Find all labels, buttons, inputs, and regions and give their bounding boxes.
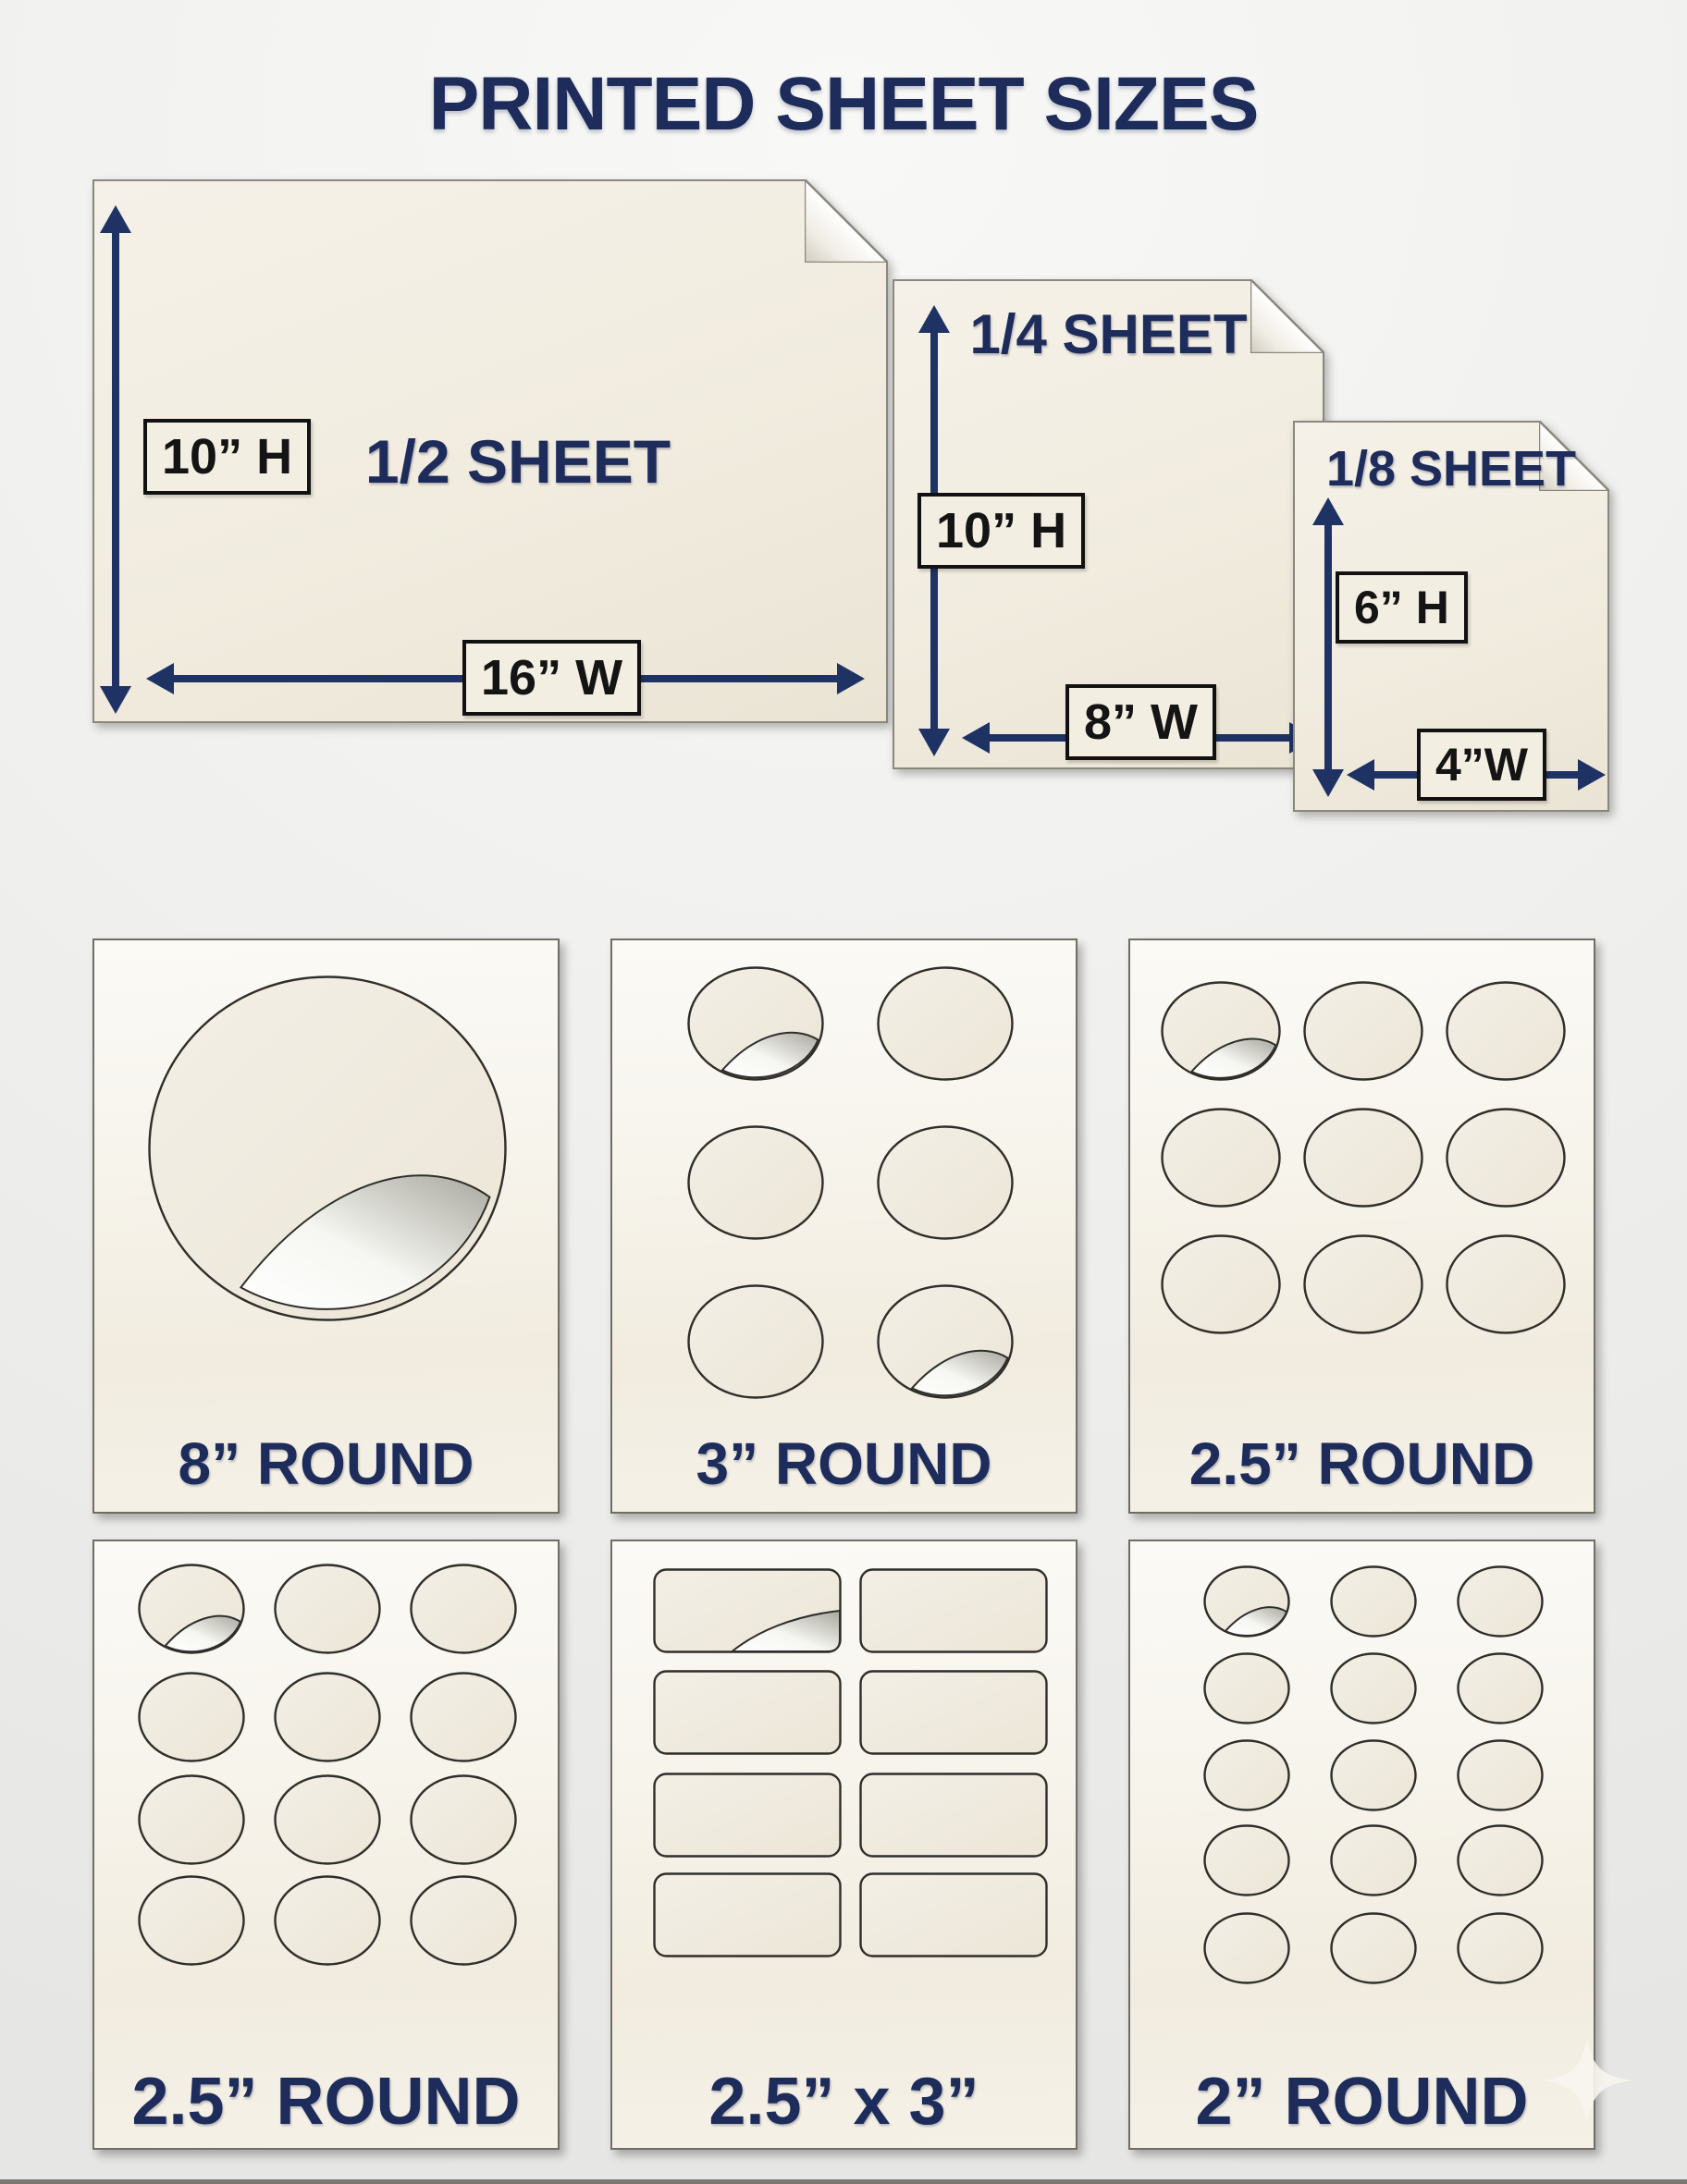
sticker-sheet-2-round [1128, 1540, 1595, 2150]
sticker-peeled [686, 965, 825, 1082]
sticker-peeled [876, 1283, 1015, 1400]
sticker [273, 1671, 382, 1763]
sheet-quarter [893, 279, 1324, 769]
sheet-half-name: 1/2 SHEET [364, 427, 671, 496]
sticker [1456, 1564, 1545, 1638]
sticker-grid [94, 940, 558, 1512]
sticker-sheet-label: 2.5” x 3” [708, 2065, 979, 2139]
height-dimension-label: 6” H [1336, 571, 1468, 644]
width-dimension-label: 4”W [1417, 729, 1546, 801]
sheet-quarter-name: 1/4 SHEET [969, 303, 1248, 365]
sticker [858, 1669, 1049, 1756]
sticker-sheet-label: 2.5” ROUND [1188, 1430, 1535, 1497]
sticker [1329, 1911, 1418, 1985]
sparkle-watermark-icon [1543, 2034, 1632, 2127]
sticker [273, 1874, 382, 1967]
sticker-sheet-3-round [610, 939, 1077, 1514]
sheet-half [92, 179, 888, 723]
sticker [876, 965, 1015, 1082]
sticker [1202, 1651, 1291, 1725]
sticker-sheet-2-5-round-12up [92, 1540, 560, 2150]
bottom-edge-line [0, 2179, 1687, 2184]
sticker [858, 1871, 1049, 1958]
sticker [409, 1671, 518, 1763]
sticker [1329, 1564, 1418, 1638]
sticker [686, 1283, 825, 1400]
sticker [1456, 1823, 1545, 1897]
sticker-peeled [1160, 980, 1282, 1082]
sticker [1160, 1107, 1282, 1209]
sticker-sheet-label: 2” ROUND [1195, 2065, 1529, 2139]
sticker-sheet-2-5x3-rect [610, 1540, 1077, 2150]
sticker [1329, 1823, 1418, 1897]
sticker [1202, 1823, 1291, 1897]
sticker-sheet-label: 8” ROUND [178, 1430, 474, 1497]
sticker [652, 1669, 843, 1756]
height-arrow-icon [1312, 497, 1344, 797]
folded-corner-icon [805, 179, 888, 263]
sticker [652, 1871, 843, 1958]
sticker [409, 1563, 518, 1655]
sticker [1456, 1738, 1545, 1812]
sticker [686, 1124, 825, 1241]
sticker-peeled [652, 1567, 843, 1654]
sticker [858, 1772, 1049, 1859]
sticker [1329, 1738, 1418, 1812]
sticker [1160, 1233, 1282, 1335]
sticker-grid [1130, 1541, 1594, 2148]
sticker [1445, 1233, 1567, 1335]
width-dimension-label: 8” W [1065, 684, 1216, 760]
sticker [409, 1874, 518, 1967]
sticker [1329, 1651, 1418, 1725]
sticker-sheet-label: 3” ROUND [696, 1430, 992, 1497]
sticker [137, 1773, 246, 1866]
sticker [1302, 980, 1424, 1082]
sheet-eighth [1293, 421, 1609, 812]
sticker [1445, 1107, 1567, 1209]
sticker [1445, 980, 1567, 1082]
height-dimension-label: 10” H [143, 419, 311, 495]
sticker-grid [1130, 940, 1594, 1512]
sticker-grid [94, 1541, 558, 2148]
sticker-sheet-2-5-round-9up [1128, 939, 1595, 1514]
sticker-sheet-label: 2.5” ROUND [131, 2065, 521, 2139]
sticker [1202, 1738, 1291, 1812]
sticker-sheet-8-round [92, 939, 560, 1514]
sticker [273, 1773, 382, 1866]
sheet-eighth-name: 1/8 SHEET [1325, 441, 1577, 497]
sticker-peeled [1202, 1564, 1291, 1638]
sticker [1456, 1911, 1545, 1985]
sticker [137, 1874, 246, 1967]
sticker [409, 1773, 518, 1866]
sticker-peeled [147, 975, 508, 1322]
height-arrow-icon [100, 205, 131, 714]
sticker-grid [612, 940, 1076, 1512]
sticker [137, 1671, 246, 1763]
sticker [273, 1563, 382, 1655]
sticker [876, 1124, 1015, 1241]
sticker [1456, 1651, 1545, 1725]
page-title: PRINTED SHEET SIZES [428, 62, 1259, 146]
sticker [652, 1772, 843, 1859]
height-dimension-label: 10” H [917, 493, 1085, 569]
sticker [1302, 1233, 1424, 1335]
sticker-grid [612, 1541, 1076, 2148]
sticker-peeled [137, 1563, 246, 1655]
sticker [858, 1567, 1049, 1654]
sticker [1202, 1911, 1291, 1985]
sticker [1302, 1107, 1424, 1209]
width-dimension-label: 16” W [462, 640, 641, 716]
